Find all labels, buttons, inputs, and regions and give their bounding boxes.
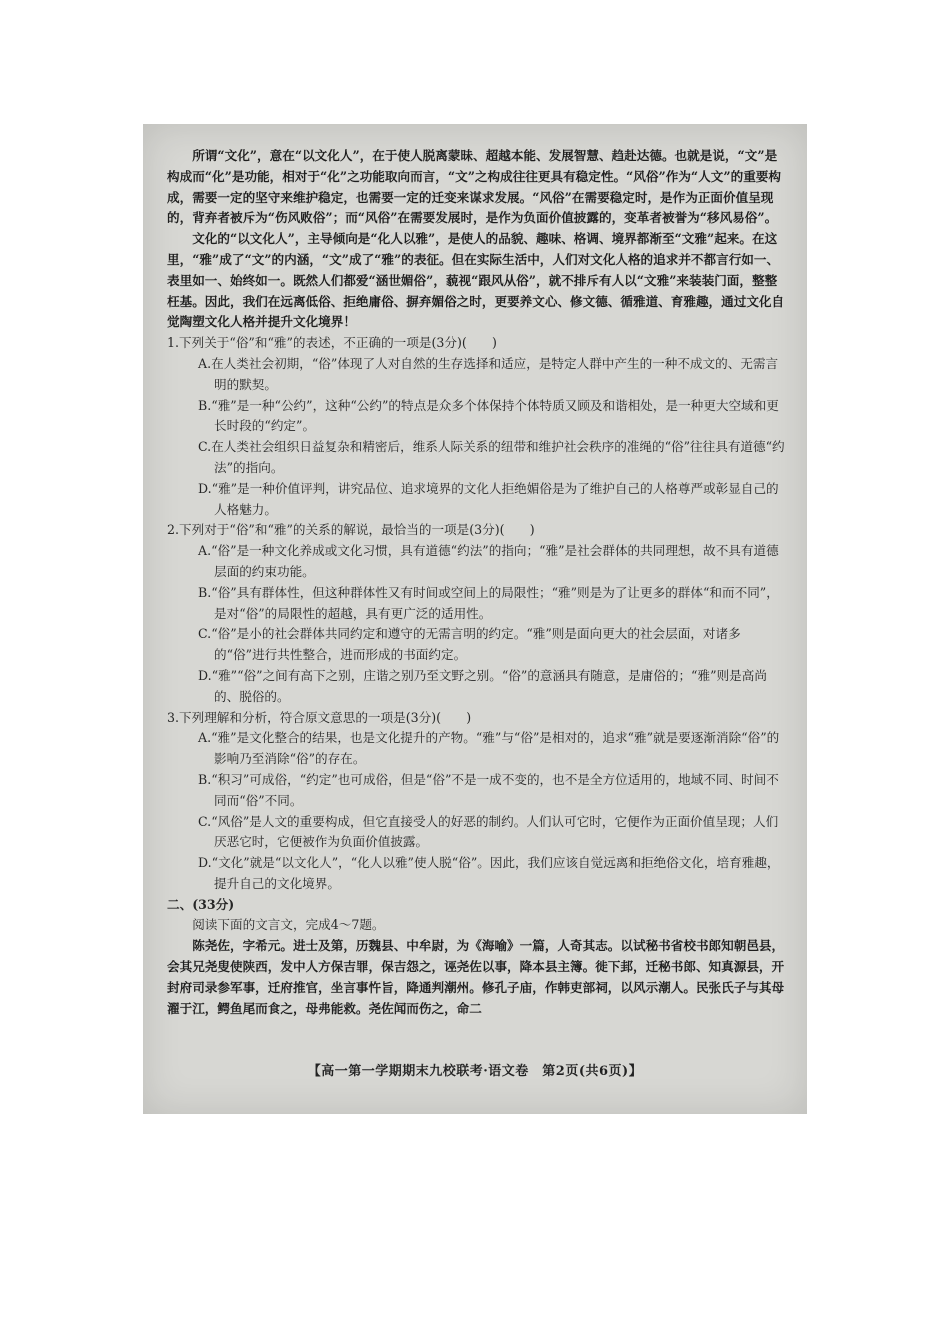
option-a: A.“俗”是一种文化养成或文化习惯，具有道德“约法”的指向；“雅”是社会群体的共同理想，故不具有道德层面的约束功能。 <box>198 543 779 579</box>
option-d: D.“雅”是一种价值评判，讲究品位、追求境界的文化人拒绝媚俗是为了维护自己的人格尊严或彰显自己的人格魅力。 <box>198 480 779 517</box>
option-list <box>167 541 789 707</box>
option-c: C.在人类社会组织日益复杂和精密后，维系人际关系的纽带和维护社会秩序的准绳的“俗”往往具有道德“约法”的指向。 <box>198 439 785 475</box>
passage-paragraph-1: 所谓“文化”，意在“以文化人”，在于使人脱离蒙昧、超越本能、发展智慧、趋赴达德。也就是说，“文”是构成而“化”是功能，相对于“化”之功能取向而言，“文”之构成往往更具有稳定性。“风俗”作为“人文”的重要构成，需要一定的坚守来维护稳定，也需要一定的迁变来谋求发展。“风俗”在需要稳定时，是作为正面价值呈现的，背弃者被斥为“伤风败俗”；而“风俗”在需要发展时，是作为负面价值披露的，变革者被誉为“移风易俗”。 <box>167 148 781 226</box>
option-list <box>167 354 789 520</box>
option-a: A.“雅”是文化整合的结果，也是文化提升的产物。“雅”与“俗”是相对的，追求“雅”就是要逐渐消除“俗”的影响乃至消除“俗”的存在。 <box>198 730 780 767</box>
question-1 <box>167 333 789 520</box>
section-2-title: 二、(33分) <box>167 896 235 912</box>
question-stem: 3.下列理解和分析，符合原文意思的一项是(3分)( ) <box>167 709 472 725</box>
passage-paragraph-2: 文化的“以文化人”，主导倾向是“化人以雅”，是使人的品貌、趣味、格调、境界都渐至“文雅”起来。在这里，“雅”成了“文”的内涵，“文”成了“雅”的表征。但在实际生活中，人们对文化人格的追求并不都言行如一、表里如一、始终如一。既然人们都爱“涵世媚俗”，藐视“跟风从俗”，就不排斥有人以“文雅”来装装门面，整整枉基。因此，我们在远离低俗、拒绝庸俗、摒弃媚俗之时，更要养文心、修文德、循雅道、育雅趣，通过文化自觉陶塑文化人格并提升文化境界！ <box>167 231 785 330</box>
option-d: D.“雅”“俗”之间有高下之别，庄谐之别乃至文野之别。“俗”的意涵具有随意，是庸俗的；“雅”则是高尚的、脱俗的。 <box>198 667 767 704</box>
option-b: B.“雅”是一种“公约”，这种“公约”的特点是众多个体保持个体特质又顾及和谐相处，是一种更大空域和更长时段的“约定”。 <box>198 397 779 434</box>
option-b: B.“积习”可成俗，“约定”也可成俗，但是“俗”不是一成不变的，也不是全方位适用的，地域不同、时间不同而“俗”不同。 <box>198 771 779 808</box>
option-c: C.“俗”是小的社会群体共同约定和遵守的无需言明的约定。“雅”则是面向更大的社会层面，对诸多的“俗”进行共性整合，进而形成的书面约定。 <box>198 626 741 663</box>
question-stem: 2.下列对于“俗”和“雅”的关系的解说，最恰当的一项是(3分)( ) <box>167 522 535 538</box>
exam-page <box>143 124 807 1114</box>
page-footer: 【高一第一学期期末九校联考·语文卷 第2页(共6页)】 <box>307 1064 643 1079</box>
option-b: B.“俗”具有群体性，但这种群体性又有时间或空间上的局限性；“雅”则是为了让更多的群体“和而不同”，是对“俗”的局限性的超越，具有更广泛的适用性。 <box>198 584 779 621</box>
option-c: C.“风俗”是人文的重要构成，但它直接受人的好恶的制约。人们认可它时，它便作为正面价值呈现；人们厌恶它时，它便被作为负面价值披露。 <box>198 813 779 850</box>
question-3 <box>167 708 789 895</box>
option-a: A.在人类社会初期，“俗”体现了人对自然的生存选择和适应，是特定人群中产生的一种不成文的、无需言明的默契。 <box>198 355 779 392</box>
question-2 <box>167 520 789 707</box>
question-stem: 1.下列关于“俗”和“雅”的表述，不正确的一项是(3分)( ) <box>167 335 497 351</box>
page-content <box>167 146 789 1019</box>
classical-passage: 陈尧佐，字希元。进士及第，历魏县、中牟尉，为《海喻》一篇，人奇其志。以试秘书省校书郎知朝邑县，会其兄尧叟使陕西，发中人方保吉罪，保吉怨之，诬尧佐以事，降本县主簿。徙下邽，迁秘书郎、知真源县，开封府司录参军事，迁府推官，坐言事忤旨，降通判潮州。修孔子庙，作韩吏部祠，以风示潮人。民张氏子与其母濯于江，鳄鱼尾而食之，母弗能救。尧佐闻而伤之，命二 <box>167 938 785 1016</box>
option-d: D.“文化”就是“以文化人”，“化人以雅”使人脱“俗”。因此，我们应该自觉远离和拒绝俗文化，培育雅趣，提升自己的文化境界。 <box>198 855 780 891</box>
option-list <box>167 728 789 894</box>
section-2-instruction: 阅读下面的文言文，完成4～7题。 <box>192 917 385 933</box>
